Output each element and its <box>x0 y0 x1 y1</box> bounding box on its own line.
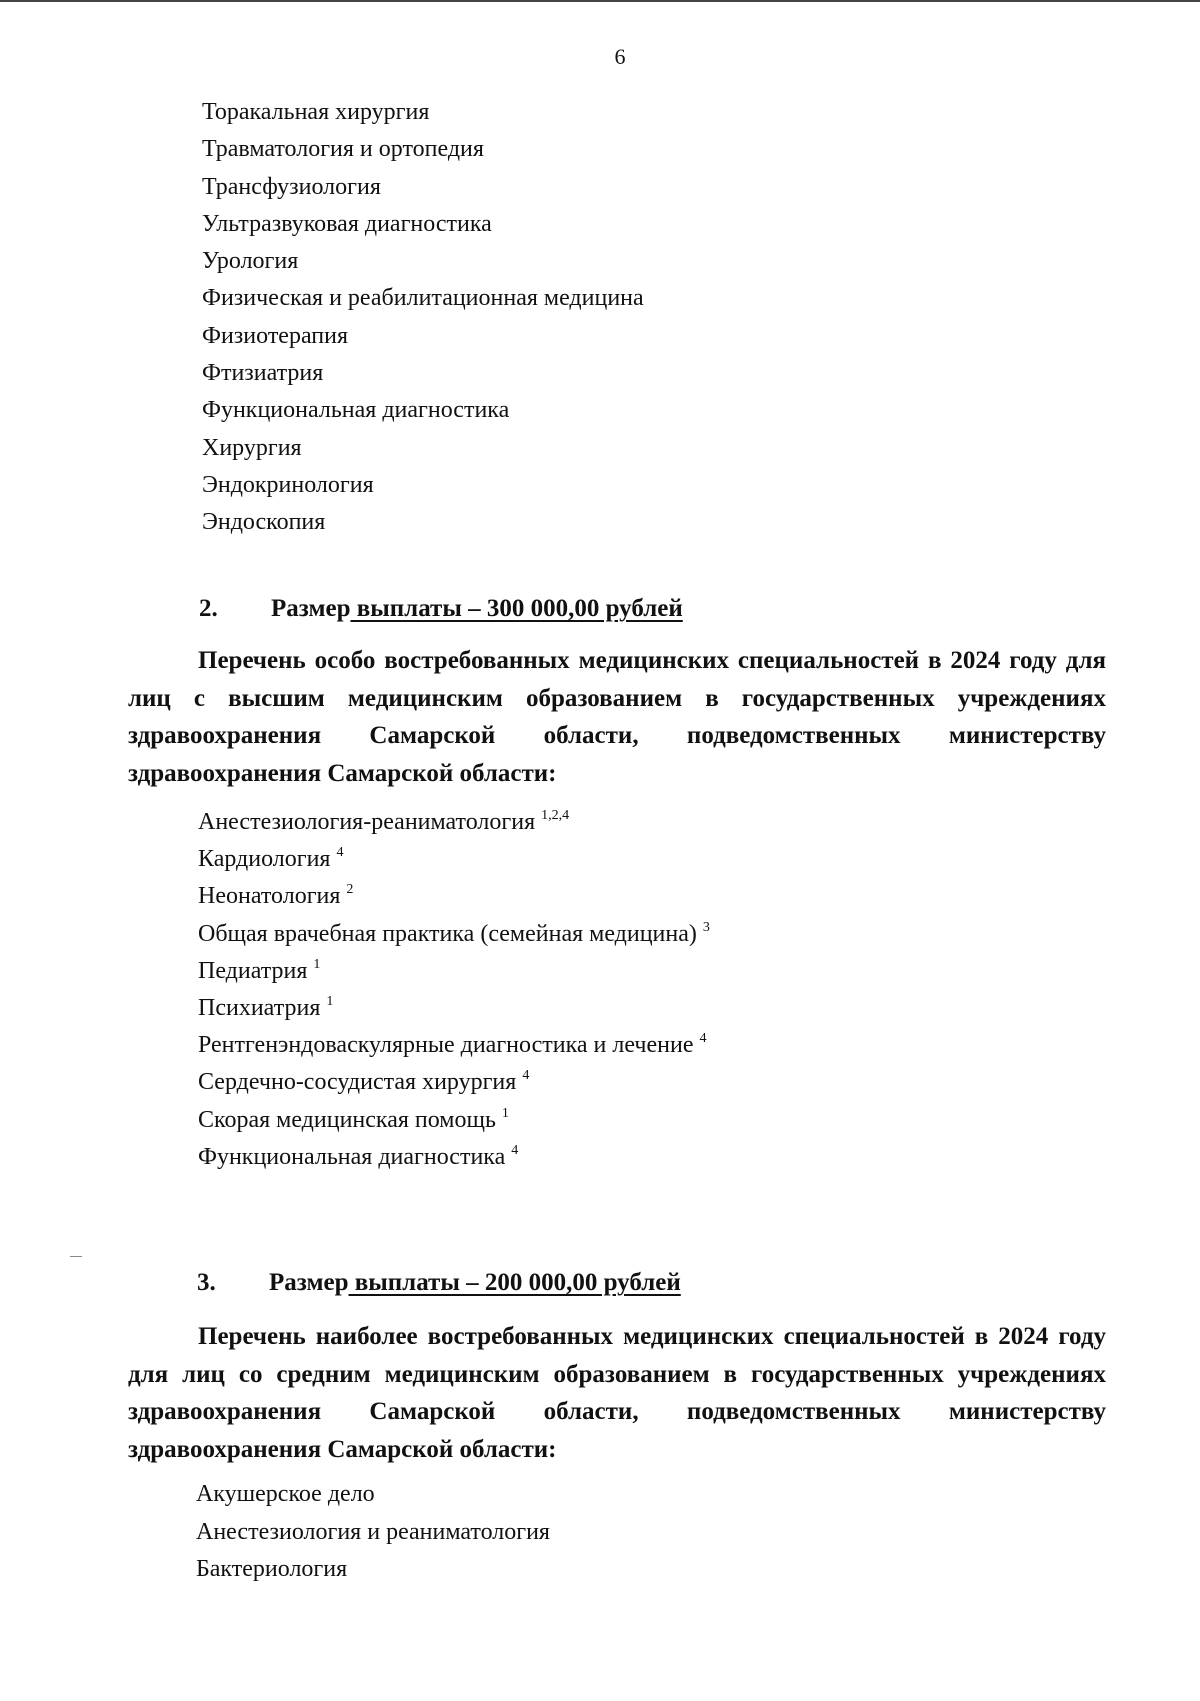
specialty-item <box>198 804 710 841</box>
section-3-payment-amount: выплаты – 200 000,00 рублей <box>348 1269 681 1296</box>
specialty-name: Общая врачебная практика (семейная медицина) <box>198 920 697 947</box>
section-3-specialty-list <box>196 1476 550 1589</box>
footnote-marker: 4 <box>699 1031 707 1047</box>
specialty-item <box>202 467 644 504</box>
section-2-specialty-list <box>198 804 710 1176</box>
footnote-marker: 1 <box>326 993 334 1009</box>
specialty-name: Анестезиология-реаниматология <box>198 809 536 835</box>
specialty-name: Рентгенэндоваскулярные диагностика и лечение <box>198 1032 694 1059</box>
specialty-name: Физическая и реабилитационная медицина <box>202 285 644 312</box>
specialty-name: Функциональная диагностика <box>198 1143 506 1170</box>
specialty-item <box>198 916 710 953</box>
specialty-item <box>198 1102 710 1139</box>
specialty-list-continued <box>202 94 644 542</box>
page-number: 6 <box>614 44 626 69</box>
specialty-item <box>202 131 644 168</box>
footnote-marker: 1 <box>501 1105 509 1121</box>
section-3-heading-prefix: Размер <box>269 1269 349 1296</box>
specialty-item <box>198 841 710 878</box>
specialty-name: Эндокринология <box>202 471 374 498</box>
specialty-item <box>196 1514 550 1552</box>
specialty-name: Педиатрия <box>198 957 308 984</box>
section-3-paragraph: Перечень наиболее востребованных медицинских специальностей в 2024 году для лиц со средним медицинским образованием в государственных учреждениях здравоохранения Самарской области, подведомственных министерству здравоохранения Самарской области: <box>128 1323 1106 1463</box>
footnote-marker: 1,2,4 <box>541 808 570 823</box>
footnote-marker: 1 <box>313 956 321 972</box>
specialty-item <box>202 504 644 541</box>
specialty-name: Бактериология <box>196 1556 348 1582</box>
specialty-name: Эндоскопия <box>202 509 326 536</box>
specialty-name: Травматология и ортопедия <box>202 136 484 163</box>
specialty-item <box>198 1139 710 1176</box>
specialty-name: Фтизиатрия <box>202 360 324 387</box>
section-2-heading-prefix: Размер <box>271 595 351 622</box>
specialty-name: Акушерское дело <box>196 1481 375 1507</box>
specialty-item <box>198 953 710 990</box>
specialty-name: Торакальная хирургия <box>202 99 430 125</box>
specialty-name: Ультразвуковая диагностика <box>202 210 492 237</box>
specialty-item <box>198 878 710 915</box>
specialty-item <box>202 430 644 467</box>
scan-top-edge <box>0 0 1200 2</box>
specialty-item <box>202 318 644 355</box>
scan-mark <box>70 1256 82 1257</box>
specialty-name: Сердечно-сосудистая хирургия <box>198 1069 517 1096</box>
specialty-name: Анестезиология и реаниматология <box>196 1518 550 1545</box>
footnote-marker: 4 <box>522 1068 530 1084</box>
section-2-number: 2. <box>199 595 218 622</box>
specialty-item <box>202 206 644 243</box>
section-3-number: 3. <box>197 1269 216 1296</box>
section-2-heading <box>199 595 683 623</box>
specialty-name: Кардиология <box>198 846 331 873</box>
footnote-marker: 4 <box>336 845 344 861</box>
specialty-item <box>202 94 644 131</box>
footnote-marker: 4 <box>511 1142 519 1158</box>
specialty-item <box>198 990 710 1027</box>
section-2-paragraph: Перечень особо востребованных медицинских специальностей в 2024 году для лиц с высшим медицинским образованием в государственных учреждениях здравоохранения Самарской области, подведомственных министерству здравоохранения Самарской области: <box>128 647 1106 787</box>
specialty-item <box>202 243 644 280</box>
specialty-name: Урология <box>202 248 299 275</box>
specialty-item <box>202 280 644 317</box>
specialty-name: Трансфузиология <box>202 173 381 200</box>
specialty-name: Функциональная диагностика <box>202 397 510 424</box>
specialty-item <box>196 1551 550 1589</box>
specialty-item <box>196 1476 550 1514</box>
footnote-marker: 3 <box>702 919 710 935</box>
section-3-heading <box>197 1269 681 1297</box>
specialty-name: Хирургия <box>202 434 302 461</box>
specialty-item <box>198 1064 710 1101</box>
specialty-item <box>202 355 644 392</box>
section-2-payment-amount: выплаты – 300 000,00 рублей <box>350 595 683 622</box>
specialty-item <box>202 392 644 429</box>
specialty-name: Скорая медицинская помощь <box>198 1106 496 1133</box>
specialty-name: Неонатология <box>198 883 341 910</box>
specialty-item <box>198 1027 710 1064</box>
specialty-name: Психиатрия <box>198 994 321 1021</box>
specialty-name: Физиотерапия <box>202 322 349 349</box>
footnote-marker: 2 <box>346 882 354 898</box>
specialty-item <box>202 169 644 206</box>
